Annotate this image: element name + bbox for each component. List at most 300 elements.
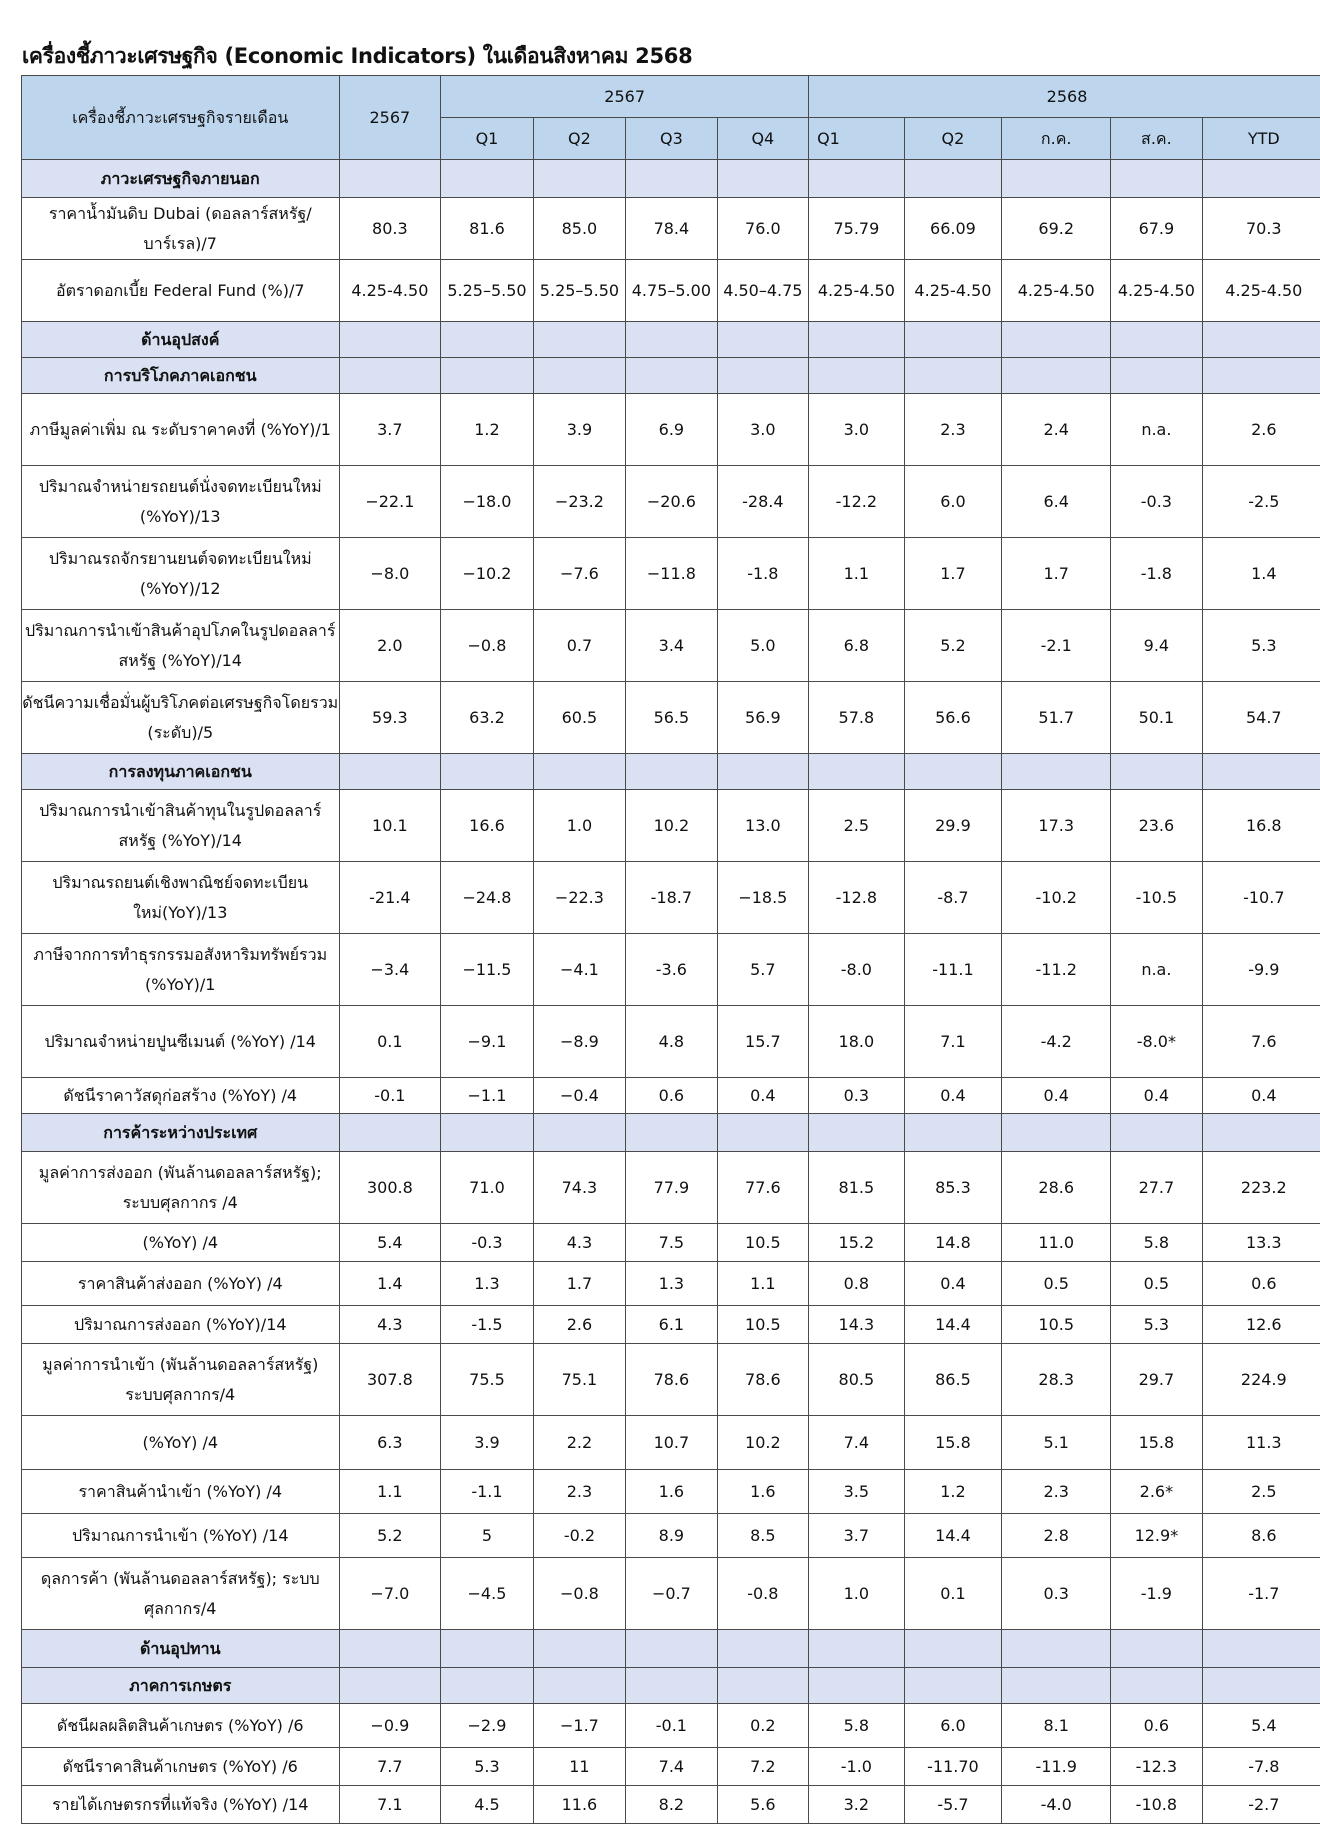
value-cell: -5.7 [904,1786,1002,1824]
value-cell: 4.25-4.50 [1002,260,1111,322]
value-cell: 7.1 [904,1006,1002,1078]
page-title: เครื่องชี้ภาวะเศรษฐกิจ (Economic Indicators) ในเดือนสิงหาคม 2568 [22,44,693,68]
value-cell [1202,1630,1320,1668]
indicator-label: ปริมาณการนำเข้าสินค้าทุนในรูปดอลลาร์สหรัฐ (%YoY)/14 [22,790,340,862]
section-row [22,1114,1320,1152]
value-cell: 74.3 [533,1152,625,1224]
value-cell [904,160,1002,198]
value-cell: 0.5 [1002,1262,1111,1306]
value-cell: −3.4 [339,934,441,1006]
value-cell: 69.2 [1002,198,1111,260]
value-cell: -11.70 [904,1748,1002,1786]
header-group-2567: 2567 [441,76,809,118]
value-cell: −18.5 [717,862,808,934]
value-cell: 16.6 [441,790,533,862]
value-cell [904,1668,1002,1704]
table-row [22,682,1320,754]
value-cell: 4.5 [441,1786,533,1824]
indicator-label: ราคาสินค้าส่งออก (%YoY) /4 [22,1262,340,1306]
table-row [22,862,1320,934]
value-cell: 5.25–5.50 [533,260,625,322]
indicator-label: ราคาน้ำมันดิบ Dubai (ดอลลาร์สหรัฐ/บาร์เรล)/7 [22,198,340,260]
value-cell: 75.5 [441,1344,533,1416]
value-cell: 75.1 [533,1344,625,1416]
value-cell: 6.3 [339,1416,441,1470]
value-cell: 0.5 [1111,1262,1202,1306]
value-cell: 0.4 [904,1262,1002,1306]
value-cell: 1.6 [717,1470,808,1514]
value-cell: 16.8 [1202,790,1320,862]
value-cell: 15.7 [717,1006,808,1078]
value-cell [533,754,625,790]
value-cell [339,358,441,394]
value-cell: -3.6 [626,934,717,1006]
value-cell: 7.1 [339,1786,441,1824]
value-cell: 5.3 [1111,1306,1202,1344]
value-cell: 6.0 [904,466,1002,538]
value-cell [717,1114,808,1152]
value-cell: 1.6 [626,1470,717,1514]
value-cell: -21.4 [339,862,441,934]
value-cell [1202,322,1320,358]
value-cell [533,1668,625,1704]
value-cell: −0.4 [533,1078,625,1114]
value-cell: −1.7 [533,1704,625,1748]
indicator-label: ปริมาณรถจักรยานยนต์จดทะเบียนใหม่ (%YoY)/12 [22,538,340,610]
header-annual-2567: 2567 [339,76,441,160]
value-cell: -11.9 [1002,1748,1111,1786]
value-cell: 0.3 [809,1078,905,1114]
indicator-label: ปริมาณจำหน่ายปูนซีเมนต์ (%YoY) /14 [22,1006,340,1078]
value-cell: −20.6 [626,466,717,538]
table-row [22,1704,1320,1748]
value-cell: -2.7 [1202,1786,1320,1824]
table-row [22,1262,1320,1306]
value-cell: 300.8 [339,1152,441,1224]
header-2567-q1: Q1 [441,118,533,160]
value-cell: 11 [533,1748,625,1786]
indicator-label: (%YoY) /4 [22,1416,340,1470]
value-cell [626,1114,717,1152]
value-cell: 5.25–5.50 [441,260,533,322]
value-cell: 1.0 [809,1558,905,1630]
value-cell: −24.8 [441,862,533,934]
value-cell: 8.2 [626,1786,717,1824]
value-cell: 15.8 [904,1416,1002,1470]
value-cell [626,754,717,790]
value-cell: 12.9* [1111,1514,1202,1558]
indicator-label: รายได้เกษตรกรที่แท้จริง (%YoY) /14 [22,1786,340,1824]
value-cell: -1.5 [441,1306,533,1344]
table-row [22,1344,1320,1416]
value-cell: 1.7 [533,1262,625,1306]
value-cell: -11.2 [1002,934,1111,1006]
value-cell: 0.4 [717,1078,808,1114]
value-cell: 3.4 [626,610,717,682]
value-cell [1111,754,1202,790]
value-cell: 11.6 [533,1786,625,1824]
value-cell [904,754,1002,790]
value-cell: 71.0 [441,1152,533,1224]
value-cell [809,1630,905,1668]
value-cell: -8.7 [904,862,1002,934]
value-cell [441,160,533,198]
value-cell: -18.7 [626,862,717,934]
value-cell: 56.9 [717,682,808,754]
value-cell: 0.6 [626,1078,717,1114]
value-cell: 54.7 [1202,682,1320,754]
value-cell [626,1668,717,1704]
value-cell: -4.2 [1002,1006,1111,1078]
value-cell [717,1630,808,1668]
value-cell: 4.25-4.50 [339,260,441,322]
value-cell: 6.9 [626,394,717,466]
value-cell [717,1668,808,1704]
value-cell: 56.5 [626,682,717,754]
value-cell: 10.5 [717,1306,808,1344]
value-cell: 2.5 [809,790,905,862]
value-cell: 0.1 [904,1558,1002,1630]
value-cell: 5.3 [441,1748,533,1786]
table-row [22,934,1320,1006]
value-cell: −0.8 [533,1558,625,1630]
table-body [22,160,1320,1824]
value-cell: 67.9 [1111,198,1202,260]
value-cell: 7.7 [339,1748,441,1786]
value-cell [339,754,441,790]
value-cell [1202,1668,1320,1704]
value-cell: -10.5 [1111,862,1202,934]
value-cell [809,1668,905,1704]
indicator-label: ปริมาณจำหน่ายรถยนต์นั่งจดทะเบียนใหม่ (%YoY)/13 [22,466,340,538]
section-row [22,358,1320,394]
value-cell [904,1114,1002,1152]
value-cell: 78.6 [717,1344,808,1416]
section-label: การบริโภคภาคเอกชน [22,358,340,394]
value-cell: 2.0 [339,610,441,682]
value-cell: −4.1 [533,934,625,1006]
value-cell [809,322,905,358]
value-cell: 0.2 [717,1704,808,1748]
value-cell [1202,754,1320,790]
value-cell: -1.1 [441,1470,533,1514]
value-cell: 70.3 [1202,198,1320,260]
table-row [22,1748,1320,1786]
value-cell: −0.8 [441,610,533,682]
value-cell: −23.2 [533,466,625,538]
value-cell: 2.4 [1002,394,1111,466]
value-cell: −9.1 [441,1006,533,1078]
value-cell: 0.1 [339,1006,441,1078]
value-cell: 13.0 [717,790,808,862]
value-cell: 56.6 [904,682,1002,754]
header-indicator: เครื่องชี้ภาวะเศรษฐกิจรายเดือน [22,76,340,160]
value-cell: -1.0 [809,1748,905,1786]
value-cell: 8.9 [626,1514,717,1558]
value-cell: 85.3 [904,1152,1002,1224]
table-row [22,260,1320,322]
table-row [22,1514,1320,1558]
value-cell: -2.1 [1002,610,1111,682]
value-cell [717,358,808,394]
value-cell: 0.4 [1111,1078,1202,1114]
indicator-label: มูลค่าการส่งออก (พันล้านดอลลาร์สหรัฐ); ระบบศุลกากร /4 [22,1152,340,1224]
value-cell: 76.0 [717,198,808,260]
value-cell: 3.9 [533,394,625,466]
value-cell: 224.9 [1202,1344,1320,1416]
table-row [22,1152,1320,1224]
value-cell [809,358,905,394]
economic-indicators-table [21,75,1320,1824]
value-cell: 1.0 [533,790,625,862]
value-cell [1002,1114,1111,1152]
value-cell [1111,322,1202,358]
indicator-label: อัตราดอกเบี้ย Federal Fund (%)/7 [22,260,340,322]
value-cell: 223.2 [1202,1152,1320,1224]
header-2568-q2: Q2 [904,118,1002,160]
header-2568-q1: Q1 [809,118,905,160]
value-cell: −10.2 [441,538,533,610]
value-cell: 66.09 [904,198,1002,260]
value-cell [717,754,808,790]
value-cell: 2.6* [1111,1470,1202,1514]
value-cell: 7.2 [717,1748,808,1786]
value-cell: 6.8 [809,610,905,682]
value-cell: 7.5 [626,1224,717,1262]
section-label: ด้านอุปทาน [22,1630,340,1668]
value-cell: -12.3 [1111,1748,1202,1786]
indicator-label: ดุลการค้า (พันล้านดอลลาร์สหรัฐ); ระบบศุลกากร/4 [22,1558,340,1630]
value-cell: 1.1 [809,538,905,610]
value-cell: 6.1 [626,1306,717,1344]
section-label: ภาคการเกษตร [22,1668,340,1704]
value-cell: 2.5 [1202,1470,1320,1514]
header-2568-ytd: YTD [1202,118,1320,160]
value-cell [1002,160,1111,198]
value-cell [441,1668,533,1704]
value-cell: 1.1 [339,1470,441,1514]
value-cell [1002,1630,1111,1668]
value-cell: 4.25-4.50 [1202,260,1320,322]
value-cell: -0.1 [339,1078,441,1114]
value-cell: −2.9 [441,1704,533,1748]
value-cell: -4.0 [1002,1786,1111,1824]
value-cell [1111,1114,1202,1152]
value-cell: 14.3 [809,1306,905,1344]
value-cell [533,358,625,394]
value-cell: -12.8 [809,862,905,934]
header-2568-jul: ก.ค. [1002,118,1111,160]
value-cell [1002,322,1111,358]
value-cell [533,1630,625,1668]
value-cell: -11.1 [904,934,1002,1006]
value-cell: 29.9 [904,790,1002,862]
value-cell [533,322,625,358]
value-cell: 6.4 [1002,466,1111,538]
value-cell: 5.2 [339,1514,441,1558]
value-cell [626,322,717,358]
value-cell: -10.7 [1202,862,1320,934]
value-cell: 9.4 [1111,610,1202,682]
value-cell: 3.0 [809,394,905,466]
value-cell: −0.9 [339,1704,441,1748]
value-cell: −18.0 [441,466,533,538]
value-cell: 5.6 [717,1786,808,1824]
value-cell: 3.9 [441,1416,533,1470]
header-2567-q2: Q2 [533,118,625,160]
value-cell [626,1630,717,1668]
indicator-label: ภาษีจากการทำธุรกรรมอสังหาริมทรัพย์รวม (%YoY)/1 [22,934,340,1006]
value-cell: 4.75–5.00 [626,260,717,322]
value-cell: 7.6 [1202,1006,1320,1078]
value-cell: 0.8 [809,1262,905,1306]
table-row [22,1786,1320,1824]
value-cell: 3.7 [809,1514,905,1558]
table-row [22,1006,1320,1078]
indicator-label: ดัชนีความเชื่อมั่นผู้บริโภคต่อเศรษฐกิจโดยรวม (ระดับ)/5 [22,682,340,754]
value-cell: 307.8 [339,1344,441,1416]
value-cell: 86.5 [904,1344,1002,1416]
value-cell: 1.4 [1202,538,1320,610]
value-cell: −22.1 [339,466,441,538]
table-row [22,1224,1320,1262]
indicator-label: ปริมาณรถยนต์เชิงพาณิชย์จดทะเบียนใหม่(YoY)/13 [22,862,340,934]
value-cell: 1.3 [441,1262,533,1306]
value-cell: 8.5 [717,1514,808,1558]
value-cell: 2.3 [1002,1470,1111,1514]
value-cell: 3.2 [809,1786,905,1824]
value-cell: -7.8 [1202,1748,1320,1786]
value-cell: 0.6 [1202,1262,1320,1306]
value-cell [809,1114,905,1152]
indicator-label: ราคาสินค้านำเข้า (%YoY) /4 [22,1470,340,1514]
value-cell [1202,160,1320,198]
section-label: ด้านอุปสงค์ [22,322,340,358]
section-row [22,1668,1320,1704]
value-cell: -1.8 [1111,538,1202,610]
table-row [22,1306,1320,1344]
value-cell [904,358,1002,394]
value-cell [626,160,717,198]
value-cell: -0.3 [1111,466,1202,538]
value-cell: 11.0 [1002,1224,1111,1262]
table-row [22,1078,1320,1114]
value-cell: 1.7 [904,538,1002,610]
value-cell: 4.3 [339,1306,441,1344]
value-cell: 5.1 [1002,1416,1111,1470]
value-cell: 10.2 [626,790,717,862]
value-cell: 3.0 [717,394,808,466]
value-cell: 14.4 [904,1514,1002,1558]
indicator-label: ภาษีมูลค่าเพิ่ม ณ ระดับราคาคงที่ (%YoY)/1 [22,394,340,466]
value-cell: 14.4 [904,1306,1002,1344]
value-cell: 0.4 [1202,1078,1320,1114]
value-cell: 10.7 [626,1416,717,1470]
value-cell: 12.6 [1202,1306,1320,1344]
value-cell: 1.7 [1002,538,1111,610]
value-cell: −4.5 [441,1558,533,1630]
value-cell: 29.7 [1111,1344,1202,1416]
table-row [22,1416,1320,1470]
value-cell: 5.0 [717,610,808,682]
table-row [22,1558,1320,1630]
value-cell [441,1114,533,1152]
value-cell: 2.8 [1002,1514,1111,1558]
value-cell [717,160,808,198]
value-cell: 5.8 [809,1704,905,1748]
indicator-label: มูลค่าการนำเข้า (พันล้านดอลลาร์สหรัฐ) ระบบศุลกากร/4 [22,1344,340,1416]
section-label: ภาวะเศรษฐกิจภายนอก [22,160,340,198]
value-cell: 0.4 [904,1078,1002,1114]
value-cell: -12.2 [809,466,905,538]
value-cell: −7.0 [339,1558,441,1630]
value-cell: 5.2 [904,610,1002,682]
value-cell: 28.6 [1002,1152,1111,1224]
value-cell [1002,1668,1111,1704]
value-cell: 8.6 [1202,1514,1320,1558]
value-cell: 4.25-4.50 [809,260,905,322]
value-cell [339,1630,441,1668]
value-cell: 4.25-4.50 [1111,260,1202,322]
value-cell: 10.5 [1002,1306,1111,1344]
value-cell: 1.2 [441,394,533,466]
value-cell [339,1668,441,1704]
value-cell: -0.1 [626,1704,717,1748]
value-cell: 0.3 [1002,1558,1111,1630]
header-2568-aug: ส.ค. [1111,118,1202,160]
value-cell: 78.6 [626,1344,717,1416]
value-cell: 14.8 [904,1224,1002,1262]
value-cell: 78.4 [626,198,717,260]
value-cell [441,358,533,394]
value-cell: 5.4 [339,1224,441,1262]
value-cell: 1.1 [717,1262,808,1306]
value-cell: −11.5 [441,934,533,1006]
value-cell: 80.3 [339,198,441,260]
value-cell: −7.6 [533,538,625,610]
value-cell: 60.5 [533,682,625,754]
value-cell [1002,358,1111,394]
value-cell: 77.9 [626,1152,717,1224]
value-cell: 2.2 [533,1416,625,1470]
value-cell: -2.5 [1202,466,1320,538]
table-row [22,790,1320,862]
value-cell: 5.8 [1111,1224,1202,1262]
value-cell: 5.7 [717,934,808,1006]
value-cell: 4.50–4.75 [717,260,808,322]
header-2567-q4: Q4 [717,118,808,160]
value-cell: -8.0 [809,934,905,1006]
section-label: การค้าระหว่างประเทศ [22,1114,340,1152]
value-cell: 7.4 [626,1748,717,1786]
value-cell: −22.3 [533,862,625,934]
value-cell [441,754,533,790]
value-cell: 23.6 [1111,790,1202,862]
value-cell: 4.8 [626,1006,717,1078]
value-cell [1111,1668,1202,1704]
value-cell: 0.6 [1111,1704,1202,1748]
value-cell: -0.3 [441,1224,533,1262]
indicator-label: ปริมาณการนำเข้าสินค้าอุปโภคในรูปดอลลาร์สหรัฐ (%YoY)/14 [22,610,340,682]
value-cell: 13.3 [1202,1224,1320,1262]
value-cell [1111,1630,1202,1668]
header-group-2568: 2568 [809,76,1320,118]
value-cell [809,754,905,790]
value-cell: 4.25-4.50 [904,260,1002,322]
value-cell: 15.2 [809,1224,905,1262]
value-cell: 81.6 [441,198,533,260]
value-cell [339,160,441,198]
